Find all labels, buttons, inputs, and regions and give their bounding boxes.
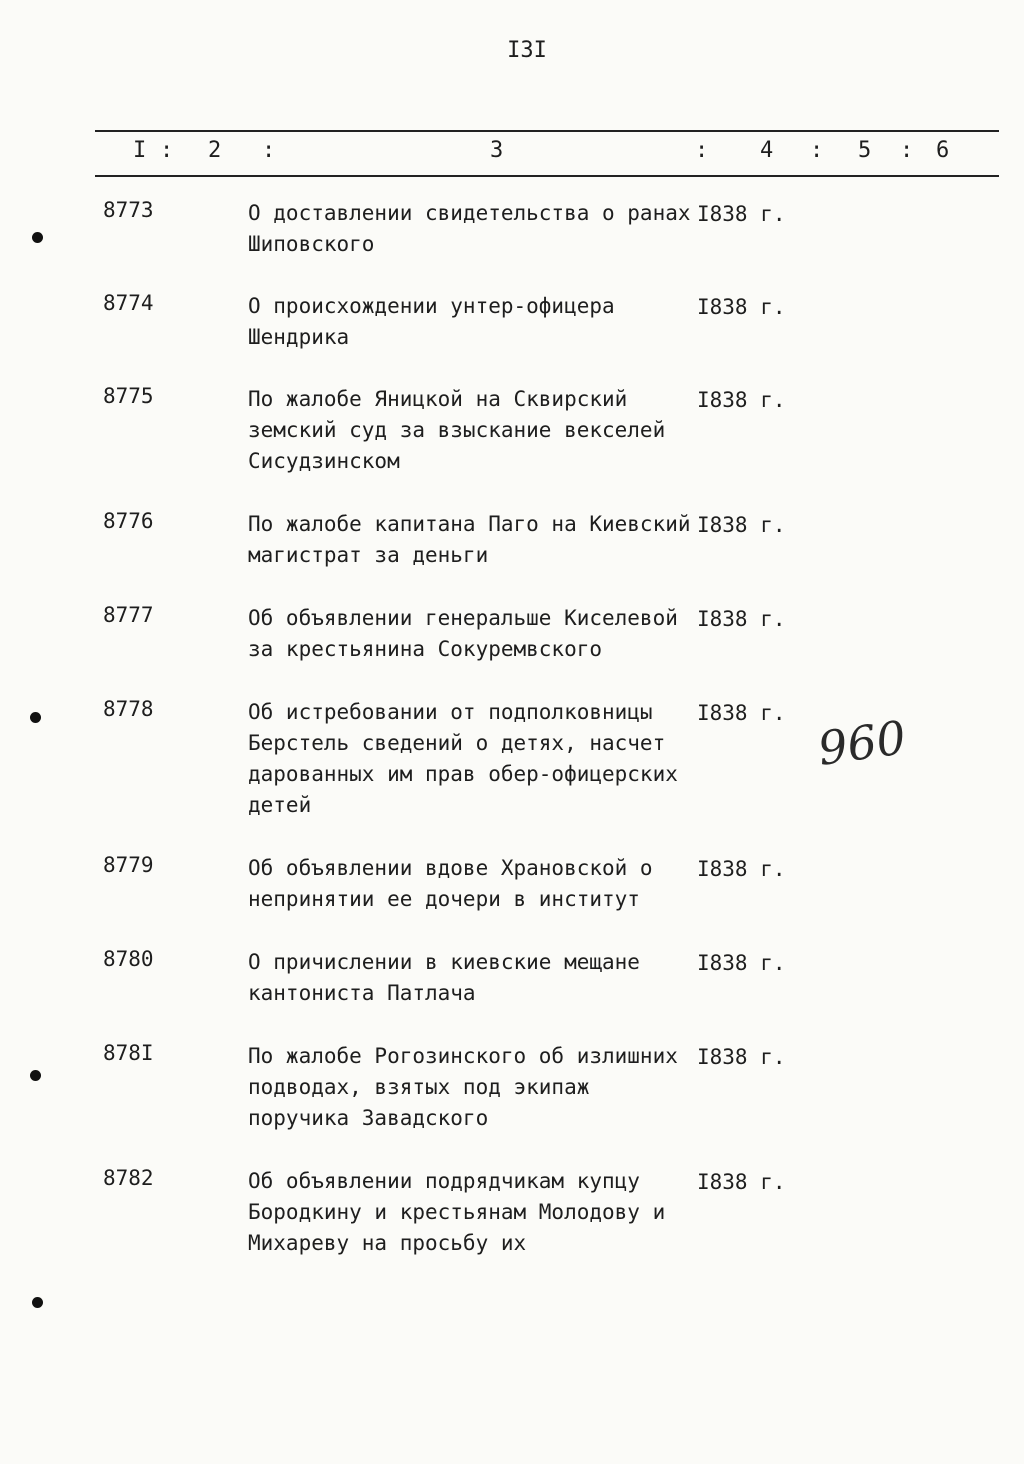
entry-year: I838 г. [697,202,786,226]
column-4-header: 4 [760,138,774,163]
entry-number: 8774 [103,291,154,315]
column-2-header: 2 [208,138,222,163]
binding-hole [30,1070,41,1081]
entry-year: I838 г. [697,951,786,975]
column-5-header: 5 [858,138,872,163]
entry-number: 8778 [103,697,154,721]
entry-year: I838 г. [697,857,786,881]
list-item [0,198,1024,260]
entry-number: 8779 [103,853,154,877]
header-rule-top [95,130,999,132]
column-6-header: 6 [936,138,950,163]
entry-title: О доставлении свидетельства о ранах Шиповского [248,201,691,256]
list-item [0,947,1024,1009]
entry-year: I838 г. [697,388,786,412]
column-1-header: I [133,138,147,163]
entry-number: 8780 [103,947,154,971]
entry-number: 8776 [103,509,154,533]
header-rule-bottom [95,175,999,177]
column-separator: : [695,138,709,163]
entry-title: Об объявлении вдове Храновской о непринятии ее дочери в институт [248,856,653,911]
list-item [0,291,1024,353]
entry-title: О происхождении унтер-офицера Шендрика [248,294,615,349]
entry-title: По жалобе Яницкой на Сквирский земский суд за взыскание векселей Сисудзинском [248,387,666,473]
list-item [0,1166,1024,1259]
entry-year: I838 г. [697,295,786,319]
entry-number: 8775 [103,384,154,408]
list-item [0,1041,1024,1134]
entry-number: 8773 [103,198,154,222]
entry-title: По жалобе капитана Паго на Киевский магистрат за деньги [248,512,691,567]
entry-title: Об объявлении генеральше Киселевой за крестьянина Сокуремвского [248,606,678,661]
column-separator: : [262,138,276,163]
entry-year: I838 г. [697,607,786,631]
column-separator: : [160,138,174,163]
binding-hole [32,1297,43,1308]
list-item [0,509,1024,571]
entry-number: 878I [103,1041,154,1065]
entry-year: I838 г. [697,701,786,725]
entry-year: I838 г. [697,1170,786,1194]
column-separator: : [810,138,824,163]
entry-title: Об объявлении подрядчикам купцу Бородкину и крестьянам Молодову и Михареву на просьбу их [248,1169,666,1255]
list-item [0,853,1024,915]
entry-number: 8782 [103,1166,154,1190]
column-3-header: 3 [490,138,504,163]
list-item [0,384,1024,477]
list-item [0,603,1024,665]
entry-title: О причислении в киевские мещане кантониста Патлача [248,950,640,1005]
handwritten-note: 960 [814,710,910,776]
binding-hole [32,232,43,243]
entry-year: I838 г. [697,1045,786,1069]
entry-title: Об истребовании от подполковницы Берстель сведений о детях, насчет дарованных им прав обер-офицерских детей [248,700,678,817]
entry-year: I838 г. [697,513,786,537]
entry-number: 8777 [103,603,154,627]
binding-hole [30,712,41,723]
page-number: I3I [507,38,547,63]
column-separator: : [900,138,914,163]
entry-title: По жалобе Рогозинского об излишних подводах, взятых под экипаж поручика Завадского [248,1044,678,1130]
